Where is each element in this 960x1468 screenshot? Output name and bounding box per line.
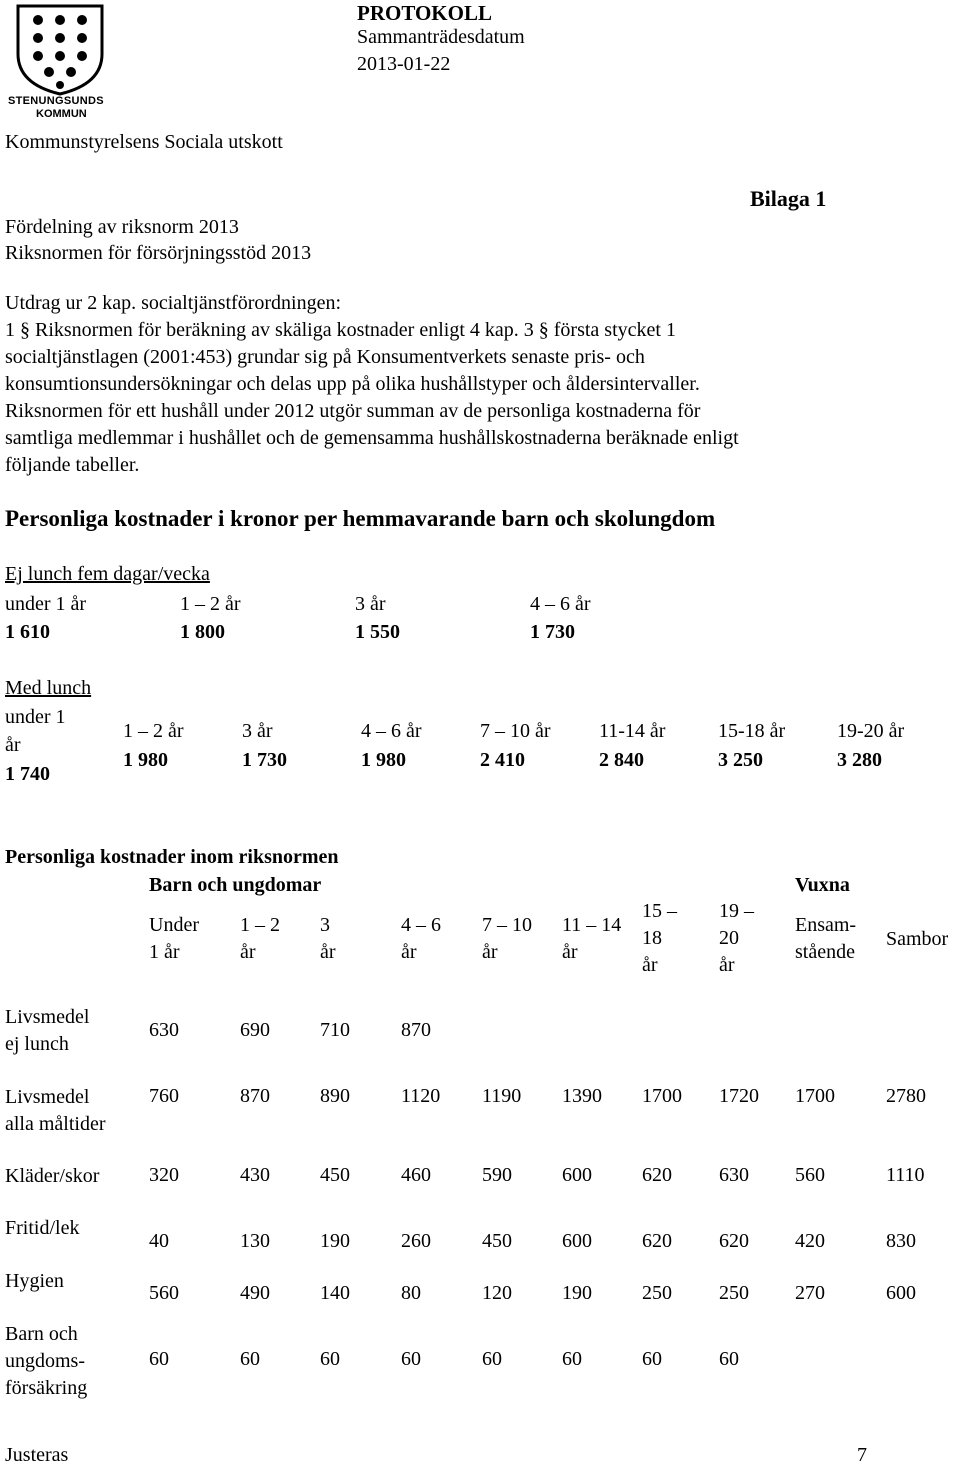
table-cell: 620 <box>719 1230 749 1252</box>
table-cell: 1190 <box>482 1085 522 1107</box>
table-cell: 140 <box>320 1282 350 1304</box>
table-cell: 420 <box>795 1230 825 1252</box>
row-label: Kläder/skor <box>5 1165 100 1187</box>
municipality-logo <box>8 4 112 122</box>
intro-line: samtliga medlemmar i hushållet och de gemensamma hushållskostnaderna beräknade enligt <box>5 427 739 449</box>
with-lunch-age: 4 – 6 år <box>361 720 422 742</box>
table-cell: 60 <box>642 1348 662 1370</box>
with-lunch-label: Med lunch <box>5 677 92 699</box>
column-header: 15 – 18 år <box>642 900 677 976</box>
with-lunch-age: 15-18 år <box>718 720 786 742</box>
table-cell: 80 <box>401 1282 421 1304</box>
table-cell: 890 <box>320 1085 350 1107</box>
table-cell: 620 <box>642 1164 672 1186</box>
table-cell: 190 <box>320 1230 350 1252</box>
table-cell: 760 <box>149 1085 179 1107</box>
no-lunch-value: 1 800 <box>180 621 225 643</box>
no-lunch-label: Ej lunch fem dagar/vecka <box>5 563 210 585</box>
with-lunch-age: 3 år <box>242 720 273 742</box>
table-cell: 560 <box>149 1282 179 1304</box>
table-cell: 120 <box>482 1282 512 1304</box>
footer-note: Justeras <box>5 1444 69 1466</box>
with-lunch-age: 1 – 2 år <box>123 720 184 742</box>
with-lunch-value: 3 250 <box>718 749 763 771</box>
appendix-label: Bilaga 1 <box>750 186 827 211</box>
logo-text-line-2: KOMMUN <box>36 108 87 120</box>
coat-of-arms-icon <box>8 4 112 96</box>
section1-heading: Personliga kostnader i kronor per hemmavarande barn och skolungdom <box>5 506 716 531</box>
logo-text-line-1: STENUNGSUNDS <box>8 95 104 107</box>
row-label: Hygien <box>5 1270 64 1292</box>
column-header: 11 – 14 år <box>562 914 622 963</box>
table-cell: 870 <box>240 1085 270 1107</box>
with-lunch-value: 1 980 <box>361 749 406 771</box>
with-lunch-first-age: under 1 <box>5 706 66 728</box>
with-lunch-value: 3 280 <box>837 749 882 771</box>
table-cell: 60 <box>719 1348 739 1370</box>
table-cell: 190 <box>562 1282 592 1304</box>
table-cell: 630 <box>719 1164 749 1186</box>
committee-name: Kommunstyrelsens Sociala utskott <box>5 131 283 153</box>
table-cell: 60 <box>240 1348 260 1370</box>
table-cell: 320 <box>149 1164 179 1186</box>
meeting-date: 2013-01-22 <box>357 53 451 75</box>
table-cell: 830 <box>886 1230 916 1252</box>
table-cell: 600 <box>562 1230 592 1252</box>
table-cell: 1700 <box>795 1085 835 1107</box>
with-lunch-age: 19-20 år <box>837 720 905 742</box>
doc-subtitle: Riksnormen för försörjningsstöd 2013 <box>5 242 312 264</box>
group-adults: Vuxna <box>795 874 850 896</box>
section2-heading: Personliga kostnader inom riksnormen <box>5 846 339 868</box>
table-cell: 60 <box>401 1348 421 1370</box>
table-cell: 250 <box>642 1282 672 1304</box>
with-lunch-first-age-unit: år <box>5 734 21 756</box>
row-label: Livsmedel ej lunch <box>5 1006 90 1055</box>
row-label: Barn och ungdoms- försäkring <box>5 1323 88 1399</box>
table-cell: 1700 <box>642 1085 682 1107</box>
no-lunch-value: 1 610 <box>5 621 50 643</box>
group-children: Barn och ungdomar <box>149 874 322 896</box>
table-cell: 690 <box>240 1019 270 1041</box>
column-header: 3 år <box>320 914 336 963</box>
column-header: 19 – 20 år <box>719 900 754 976</box>
column-header: 4 – 6 år <box>401 914 441 963</box>
no-lunch-value: 1 730 <box>530 621 575 643</box>
table-cell: 450 <box>482 1230 512 1252</box>
table-cell: 560 <box>795 1164 825 1186</box>
intro-paragraph <box>5 290 955 479</box>
table-cell: 260 <box>401 1230 431 1252</box>
table-cell: 60 <box>562 1348 582 1370</box>
doc-title: Fördelning av riksnorm 2013 <box>5 216 239 238</box>
table-cell: 490 <box>240 1282 270 1304</box>
with-lunch-age: 11-14 år <box>599 720 666 742</box>
with-lunch-value: 2 410 <box>480 749 525 771</box>
table-cell: 600 <box>562 1164 592 1186</box>
table-cell: 2780 <box>886 1085 926 1107</box>
table-cell: 1110 <box>886 1164 925 1186</box>
table-cell: 1120 <box>401 1085 441 1107</box>
table-cell: 460 <box>401 1164 431 1186</box>
table-cell: 590 <box>482 1164 512 1186</box>
with-lunch-age: 7 – 10 år <box>480 720 551 742</box>
no-lunch-age: 4 – 6 år <box>530 593 591 615</box>
table-cell: 430 <box>240 1164 270 1186</box>
table-cell: 60 <box>149 1348 169 1370</box>
column-header: Under 1 år <box>149 914 199 963</box>
intro-line: socialtjänstlagen (2001:453) grundar sig på Konsumentverkets senaste pris- och <box>5 346 645 368</box>
table-cell: 130 <box>240 1230 270 1252</box>
intro-line: följande tabeller. <box>5 454 140 476</box>
with-lunch-value: 1 730 <box>242 749 287 771</box>
table-cell: 630 <box>149 1019 179 1041</box>
column-header: 7 – 10 år <box>482 914 532 963</box>
table-cell: 250 <box>719 1282 749 1304</box>
table-cell: 40 <box>149 1230 169 1252</box>
table-cell: 600 <box>886 1282 916 1304</box>
meeting-date-label: Sammanträdesdatum <box>357 26 525 48</box>
table-cell: 1720 <box>719 1085 759 1107</box>
row-label: Livsmedel alla måltider <box>5 1086 106 1135</box>
no-lunch-age: 1 – 2 år <box>180 593 241 615</box>
with-lunch-value: 1 980 <box>123 749 168 771</box>
table-cell: 450 <box>320 1164 350 1186</box>
with-lunch-value: 2 840 <box>599 749 644 771</box>
table-cell: 60 <box>320 1348 340 1370</box>
table-cell: 870 <box>401 1019 431 1041</box>
no-lunch-value: 1 550 <box>355 621 400 643</box>
intro-line: Riksnormen för ett hushåll under 2012 utgör summan av de personliga kostnaderna för <box>5 400 701 422</box>
intro-line: konsumtionsundersökningar och delas upp på olika hushållstyper och åldersintervaller. <box>5 373 700 395</box>
table-cell: 620 <box>642 1230 672 1252</box>
table-cell: 60 <box>482 1348 502 1370</box>
intro-line: 1 § Riksnormen för beräkning av skäliga kostnader enligt 4 kap. 3 § första stycket 1 <box>5 319 676 341</box>
no-lunch-age: 3 år <box>355 593 386 615</box>
table-cell: 270 <box>795 1282 825 1304</box>
protocol-label: PROTOKOLL <box>357 1 492 25</box>
column-header: 1 – 2 år <box>240 914 280 963</box>
page-number: 7 <box>857 1444 867 1466</box>
table-cell: 1390 <box>562 1085 602 1107</box>
column-header: Ensam- stående <box>795 914 857 963</box>
table-cell: 710 <box>320 1019 350 1041</box>
no-lunch-age: under 1 år <box>5 593 87 615</box>
intro-line: Utdrag ur 2 kap. socialtjänstförordningen: <box>5 292 342 314</box>
with-lunch-first-value: 1 740 <box>5 763 50 785</box>
column-header: Sambor <box>886 928 949 950</box>
row-label: Fritid/lek <box>5 1217 80 1239</box>
